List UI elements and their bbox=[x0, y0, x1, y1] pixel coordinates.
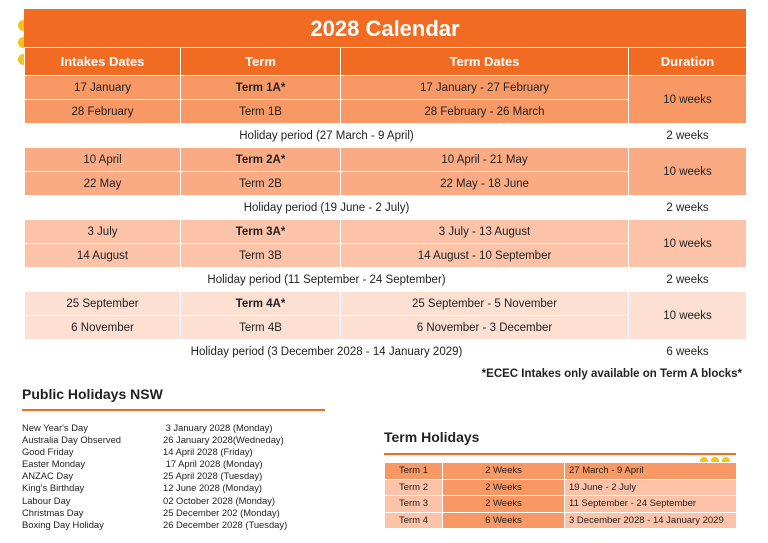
holiday-duration: 6 weeks bbox=[629, 340, 747, 364]
holiday-date: 3 January 2028 (Monday) bbox=[163, 422, 273, 433]
holiday-name: Easter Monday bbox=[22, 458, 86, 470]
calendar-table bbox=[24, 47, 747, 364]
list-item bbox=[22, 507, 287, 519]
holiday-date: 17 April 2028 (Monday) bbox=[163, 458, 263, 470]
holiday-weeks: 2 Weeks bbox=[443, 496, 565, 513]
list-item bbox=[22, 458, 287, 470]
calendar-section bbox=[24, 9, 746, 364]
holiday-name: Australia Day Observed bbox=[22, 434, 122, 446]
intake-date: 28 February bbox=[25, 100, 181, 124]
table-row bbox=[385, 479, 737, 496]
term-dates: 25 September - 5 November bbox=[341, 292, 629, 316]
holiday-dates: 11 September - 24 September bbox=[565, 496, 737, 513]
holiday-dates: 27 March - 9 April bbox=[565, 463, 737, 480]
holiday-name: Christmas Day bbox=[22, 506, 84, 518]
holiday-row bbox=[25, 124, 747, 148]
intake-date: 10 April bbox=[25, 148, 181, 172]
holiday-period: Holiday period (27 March - 9 April) bbox=[25, 124, 629, 148]
table-row bbox=[25, 220, 747, 244]
holiday-date: 12 June 2028 (Monday) bbox=[163, 482, 263, 494]
list-item bbox=[22, 470, 287, 482]
term-holidays-table bbox=[384, 462, 737, 529]
term-name: Term 2 bbox=[385, 479, 443, 496]
divider bbox=[22, 409, 325, 411]
term-name: Term 3B bbox=[181, 244, 341, 268]
term-dates: 14 August - 10 September bbox=[341, 244, 629, 268]
intake-date: 6 November bbox=[25, 316, 181, 340]
table-row bbox=[385, 512, 737, 529]
holiday-name: ANZAC Day bbox=[22, 470, 74, 482]
intake-date: 3 July bbox=[25, 220, 181, 244]
list-item bbox=[22, 446, 287, 458]
holiday-row bbox=[25, 196, 747, 220]
public-holidays-title: Public Holidays NSW bbox=[22, 386, 163, 402]
public-holidays-list bbox=[22, 422, 287, 531]
holiday-period: Holiday period (11 September - 24 September) bbox=[25, 268, 629, 292]
holiday-period: Holiday period (3 December 2028 - 14 January 2029) bbox=[25, 340, 629, 364]
holiday-period: Holiday period (19 June - 2 July) bbox=[25, 196, 629, 220]
term-name: Term 2B bbox=[181, 172, 341, 196]
holiday-name: Labour Day bbox=[22, 494, 71, 506]
term-name: Term 3 bbox=[385, 496, 443, 513]
holiday-date: 25 April 2028 (Tuesday) bbox=[163, 470, 263, 482]
holiday-weeks: 2 Weeks bbox=[443, 479, 565, 496]
holiday-name: New Year's Day bbox=[22, 422, 88, 433]
intake-date: 22 May bbox=[25, 172, 181, 196]
intake-date: 17 January bbox=[25, 76, 181, 100]
term-dates: 28 February - 26 March bbox=[341, 100, 629, 124]
table-row bbox=[385, 496, 737, 513]
term-dates: 3 July - 13 August bbox=[341, 220, 629, 244]
header-intakes: Intakes Dates bbox=[25, 48, 181, 76]
holiday-name: Boxing Day Holiday bbox=[22, 518, 104, 530]
table-row bbox=[25, 292, 747, 316]
intake-date: 14 August bbox=[25, 244, 181, 268]
term-dates: 17 January - 27 February bbox=[341, 76, 629, 100]
term-dates: 10 April - 21 May bbox=[341, 148, 629, 172]
header-row bbox=[25, 48, 747, 76]
holiday-duration: 2 weeks bbox=[629, 124, 747, 148]
holiday-date: 02 October 2028 (Monday) bbox=[163, 494, 276, 506]
term-duration: 10 weeks bbox=[629, 76, 747, 124]
table-row bbox=[25, 148, 747, 172]
term-name: Term 1 bbox=[385, 463, 443, 480]
table-row bbox=[25, 76, 747, 100]
holiday-name: Good Friday bbox=[22, 446, 74, 458]
term-dates: 22 May - 18 June bbox=[341, 172, 629, 196]
holiday-row bbox=[25, 268, 747, 292]
header-term-dates: Term Dates bbox=[341, 48, 629, 76]
term-duration: 10 weeks bbox=[629, 292, 747, 340]
holiday-date: 26 December 2028 (Tuesday) bbox=[163, 518, 288, 530]
term-name: Term 1A* bbox=[181, 76, 341, 100]
holiday-date: 14 April 2028 (Friday) bbox=[163, 446, 253, 458]
term-holidays-title: Term Holidays bbox=[384, 429, 480, 445]
holiday-duration: 2 weeks bbox=[629, 196, 747, 220]
holiday-date: 26 January 2028(Wedneday) bbox=[163, 434, 284, 446]
term-dates: 6 November - 3 December bbox=[341, 316, 629, 340]
term-name: Term 4B bbox=[181, 316, 341, 340]
header-duration: Duration bbox=[629, 48, 747, 76]
term-name: Term 4A* bbox=[181, 292, 341, 316]
term-duration: 10 weeks bbox=[629, 148, 747, 196]
header-term: Term bbox=[181, 48, 341, 76]
term-name: Term 4 bbox=[385, 512, 443, 529]
table-row bbox=[385, 463, 737, 480]
holiday-dates: 3 December 2028 - 14 January 2029 bbox=[565, 512, 737, 529]
term-name: Term 3A* bbox=[181, 220, 341, 244]
holiday-name: King's Birthday bbox=[22, 482, 85, 494]
list-item bbox=[22, 495, 287, 507]
term-duration: 10 weeks bbox=[629, 220, 747, 268]
calendar-title: 2028 Calendar bbox=[24, 9, 746, 47]
holiday-weeks: 2 Weeks bbox=[443, 463, 565, 480]
term-name: Term 1B bbox=[181, 100, 341, 124]
list-item bbox=[22, 422, 287, 434]
term-name: Term 2A* bbox=[181, 148, 341, 172]
holiday-dates: 19 June - 2 July bbox=[565, 479, 737, 496]
divider bbox=[384, 453, 736, 455]
holiday-duration: 2 weeks bbox=[629, 268, 747, 292]
holiday-date: 25 December 202 (Monday) bbox=[163, 506, 280, 518]
ecec-note: *ECEC Intakes only available on Term A blocks* bbox=[481, 368, 742, 380]
holiday-row bbox=[25, 340, 747, 364]
list-item bbox=[22, 434, 287, 446]
intake-date: 25 September bbox=[25, 292, 181, 316]
holiday-weeks: 6 Weeks bbox=[443, 512, 565, 529]
list-item bbox=[22, 519, 287, 531]
list-item bbox=[22, 482, 287, 494]
